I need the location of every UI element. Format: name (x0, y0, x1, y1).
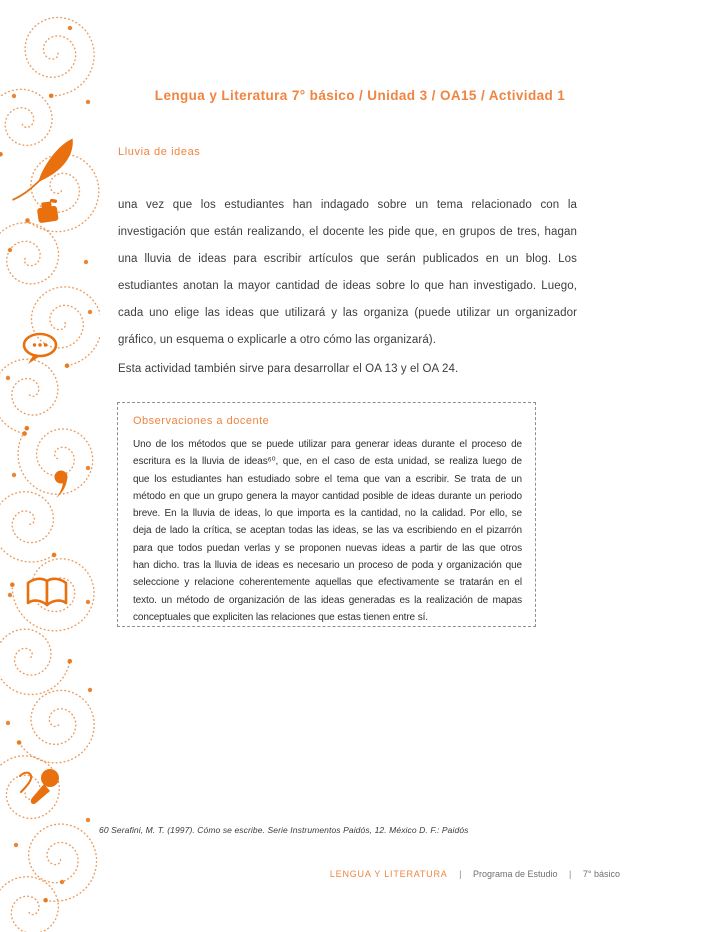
footer-program: Programa de Estudio (472, 869, 558, 879)
footnote (99, 825, 559, 835)
footnote-number: 60 (99, 825, 109, 835)
teacher-observations-text (133, 436, 522, 626)
text-line: que los estudiantes han estudiado sobre el tema que van a escribir. Se trata de un (133, 473, 522, 485)
footer-grade: 7° básico (582, 869, 620, 879)
text-line: breve. En la lluvia de ideas, lo que importa es la cantidad, no la calidad. Por ello, se (133, 508, 522, 520)
text-line: estudiantes anotan la mayor cantidad de ideas sobre lo que han investigado. Luego, (118, 280, 577, 292)
activity-heading: Lluvia de ideas (118, 146, 201, 158)
text-line: seleccione y relacione coherentemente aquellas que efectivamente se tratarán en el (133, 577, 522, 589)
text-line: una lluvia de ideas para escribir artículos que serán publicados en un blog. Los (118, 253, 577, 265)
speech-bubble-icon (24, 334, 56, 364)
quill-icon (13, 130, 79, 212)
activity-description-paragraph (118, 192, 577, 354)
ink-pot-icon (36, 198, 60, 224)
footer-separator: | (459, 869, 462, 879)
text-line: método en que un grupo genera la mayor cantidad posible de ideas durante un periodo (133, 490, 522, 502)
text-line: han dicho. tras la lluvia de ideas es necesario un proceso de poda y organización que (133, 560, 522, 572)
text-line: gráfico, un esquema o explicarle a otro cómo las organizará). (118, 334, 437, 346)
text-line: deja de lado la crítica, se aceptan todas las ideas, se las va escribiendo en el pizarrón (133, 525, 522, 537)
page-title: Lengua y Literatura 7° básico / Unidad 3 / OA15 / Actividad 1 (154, 88, 566, 103)
text-line: para que todos puedan verlas y se proponen nuevas ideas a partir de las que otros (133, 542, 522, 554)
text-line: escritura es la lluvia de ideas⁶⁰, que, en el caso de esta unidad, se realiza luego de (133, 456, 522, 468)
text-line: una vez que los estudiantes han indagado sobre un tema relacionado con la (118, 199, 577, 211)
text-line: conceptuales que expliciten las relaciones que estas tienen entre sí. (133, 611, 428, 623)
footer-separator: | (569, 869, 572, 879)
teacher-observations-heading: Observaciones a docente (133, 415, 270, 427)
footnote-text: Serafini, M. T. (1997). Cómo se escribe. Serie Instrumentos Paidós, 12. México D. F.: Paidós (111, 825, 469, 835)
related-oa-note: Esta actividad también sirve para desarrollar el OA 13 y el OA 24. (118, 363, 459, 375)
teacher-observations-box (117, 402, 536, 627)
text-line: Uno de los métodos que se puede utilizar para generar ideas durante el proceso de (133, 439, 522, 450)
text-line: texto. un método de organización de las ideas generadas es la realización de mapas (133, 594, 522, 606)
decorative-swirls-sidebar (0, 0, 100, 932)
text-line: investigación que están realizando, el docente les pide que, en grupos de tres, hagan (118, 226, 577, 238)
footer-brand: LENGUA Y LITERATURA (329, 869, 448, 879)
text-line: cada uno elige las ideas que utilizará y las organiza (puede utilizar un organizador (118, 307, 577, 319)
open-book-icon (28, 579, 66, 605)
page-footer (330, 869, 620, 879)
